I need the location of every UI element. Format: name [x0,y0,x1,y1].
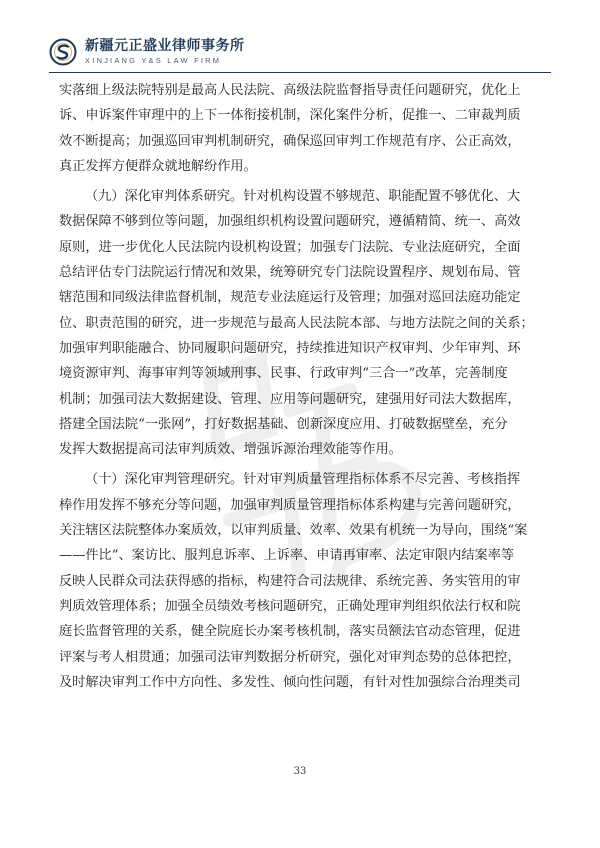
paragraph-continuation [59,78,551,179]
text-line: 机制；加强司法大数据建设、管理、应用等问题研究，建强用好司法大数据库， [59,391,521,407]
text-line: 判质效管理体系；加强全员绩效考核问题研究，正确处理审判组织依法行权和院 [59,598,521,614]
text-line: 真正发挥方便群众就地解纷作用。 [59,158,257,174]
text-line: 搭建全国法院“一张网”，打好数据基础、创新深度应用、打破数据壁垒，充分 [59,416,508,432]
paragraph-judicial-system [59,184,551,462]
text-line: 境资源审判、海事审判等领域刑事、民事、行政审判“三合一”改革，完善制度 [59,366,508,382]
document-body [59,78,551,695]
text-line: 庭长监督管理的关系，健全院庭长办案考核机制，落实员额法官动态管理，促进 [59,624,521,640]
text-line: 实落细上级法院特别是最高人民法院、高级法院监督指导责任问题研究，优化上 [59,83,521,98]
firm-name-cn: 新疆元正盛业律师事务所 [85,38,245,54]
text-line: 位、职责范围的研究，进一步规范与最高人民法院本部、与地方法院之间的关系； [59,315,534,331]
page-number: 33 [293,766,307,777]
text-line: 评案与考人相贯通；加强司法审判数据分析研究，强化对审判态势的总体把控， [59,649,521,665]
text-line: 发挥大数据提高司法审判质效、增强诉源治理效能等作用。 [59,442,402,458]
text-line: 反映人民群众司法获得感的指标，构建符合司法规律、系统完善、务实管用的审 [59,573,521,589]
text-line: ——件比”、案访比、服判息诉率、上诉率、申请再审率、法定审限内结案率等 [59,548,515,564]
text-line: 辖范围和同级法律监督机制，规范专业法庭运行及管理；加强对巡回法庭功能定 [59,290,521,306]
text-line: （十）深化审判管理研究。针对审判质量管理指标体系不尽完善、考核指挥 [85,472,521,488]
text-line: （九）深化审判体系研究。针对机构设置不够规范、职能配置不够优化、大 [85,189,521,205]
text-line: 效不断提高；加强巡回审判机制研究，确保巡回审判工作规范有序、公正高效， [59,133,521,149]
header-divider [49,72,551,73]
text-line: 诉、申诉案件审理中的上下一体衔接机制，深化案件分析，促推一、二审裁判质 [59,108,521,124]
firm-brand [85,38,245,66]
firm-name-en: XINJIANG Y&S LAW FIRM [85,56,222,65]
firm-logo-icon [49,38,77,66]
text-line: 棒作用发挥不够充分等问题，加强审判质量管理指标体系构建与完善问题研究， [59,497,521,513]
page-header [49,32,245,72]
text-line: 数据保障不够到位等问题，加强组织机构设置问题研究，遵循精简、统一、高效 [59,214,521,230]
paragraph-trial-management [59,467,551,695]
text-line: 加强审判职能融合、协同履职问题研究，持续推进知识产权审判、少年审判、环 [59,340,521,356]
text-line: 原则，进一步优化人民法院内设机构设置；加强专门法院、专业法庭研究，全面 [59,239,521,255]
text-line: 关注辖区法院整体办案质效，以审判质量、效率、效果有机统一为导向，围绕“案 [59,523,528,539]
text-line: 总结评估专门法院运行情况和效果，统筹研究专门法院设置程序、规划布局、管 [59,265,521,281]
text-line: 及时解决审判工作中方向性、多发性、倾向性问题，有针对性加强综合治理类司 [59,674,521,690]
